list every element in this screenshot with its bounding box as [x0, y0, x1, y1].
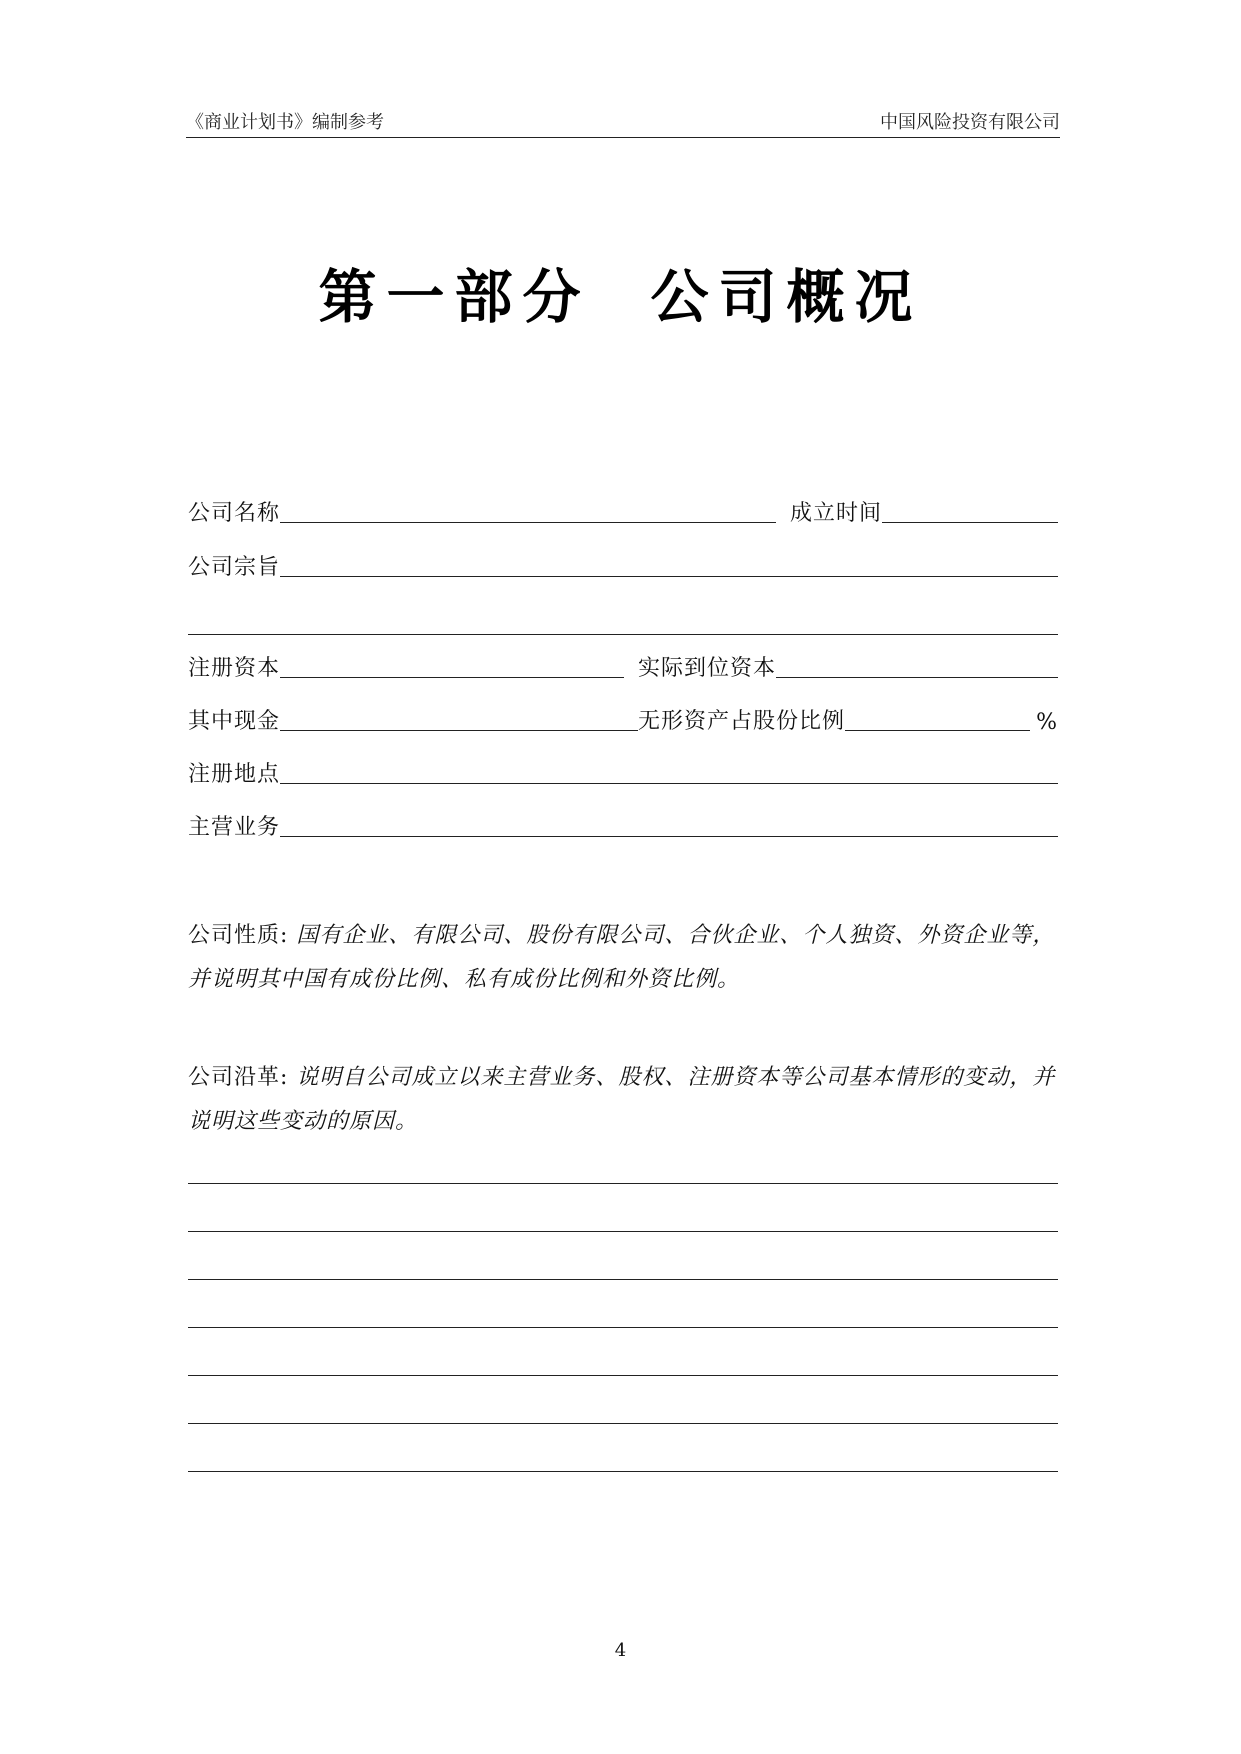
intangible-ratio-label: 无形资产占股份比例: [638, 709, 846, 734]
founded-time-line[interactable]: [882, 521, 1058, 523]
purpose-continuation-line[interactable]: [188, 634, 1058, 635]
purpose-label: 公司宗旨: [188, 555, 281, 580]
registered-address-label: 注册地点: [188, 762, 281, 787]
history-line[interactable]: [188, 1423, 1058, 1424]
company-name-line[interactable]: [280, 521, 776, 523]
company-nature-text: 国有企业、有限公司、股份有限公司、合伙企业、个人独资、外资企业等，并说明其中国有成份比例、私有成份比例和外资比例。: [188, 923, 1056, 992]
percent-sign: %: [1036, 710, 1058, 735]
page-number: 4: [614, 1640, 627, 1661]
company-name-row: [188, 497, 1058, 529]
history-line[interactable]: [188, 1375, 1058, 1376]
founded-time-label: 成立时间: [790, 501, 883, 526]
history-line[interactable]: [188, 1471, 1058, 1472]
company-nature-label: 公司性质:: [188, 923, 289, 948]
paid-in-capital-label: 实际到位资本: [638, 656, 777, 681]
company-history-label: 公司沿革:: [188, 1065, 289, 1090]
registered-address-line[interactable]: [280, 782, 1058, 784]
history-line[interactable]: [188, 1327, 1058, 1328]
cash-row: [188, 705, 1058, 737]
capital-row: [188, 652, 1058, 684]
history-line[interactable]: [188, 1183, 1058, 1184]
intangible-ratio-line[interactable]: [845, 729, 1030, 731]
company-history-text: 说明自公司成立以来主营业务、股权、注册资本等公司基本情形的变动，并说明这些变动的原因。: [188, 1065, 1056, 1134]
header-rule: [186, 137, 1060, 138]
section-part: 第一部分: [318, 263, 591, 331]
company-name-label: 公司名称: [188, 501, 281, 526]
registered-capital-line[interactable]: [280, 676, 624, 678]
cash-label: 其中现金: [188, 709, 281, 734]
address-row: [188, 758, 1058, 790]
section-title: [0, 250, 1241, 334]
purpose-row: [188, 551, 1058, 583]
history-line[interactable]: [188, 1231, 1058, 1232]
history-line[interactable]: [188, 1279, 1058, 1280]
company-history-paragraph: [188, 1056, 1058, 1144]
header-company-name: 中国风险投资有限公司: [880, 112, 1060, 133]
header-document-title: 《商业计划书》编制参考: [186, 112, 384, 133]
cash-line[interactable]: [280, 729, 638, 731]
main-business-label: 主营业务: [188, 815, 281, 840]
paid-in-capital-line[interactable]: [776, 676, 1058, 678]
company-nature-paragraph: [188, 914, 1058, 1002]
section-name: 公司概况: [650, 263, 923, 331]
registered-capital-label: 注册资本: [188, 656, 281, 681]
purpose-line[interactable]: [280, 575, 1058, 577]
main-business-line[interactable]: [280, 835, 1058, 837]
business-row: [188, 811, 1058, 843]
